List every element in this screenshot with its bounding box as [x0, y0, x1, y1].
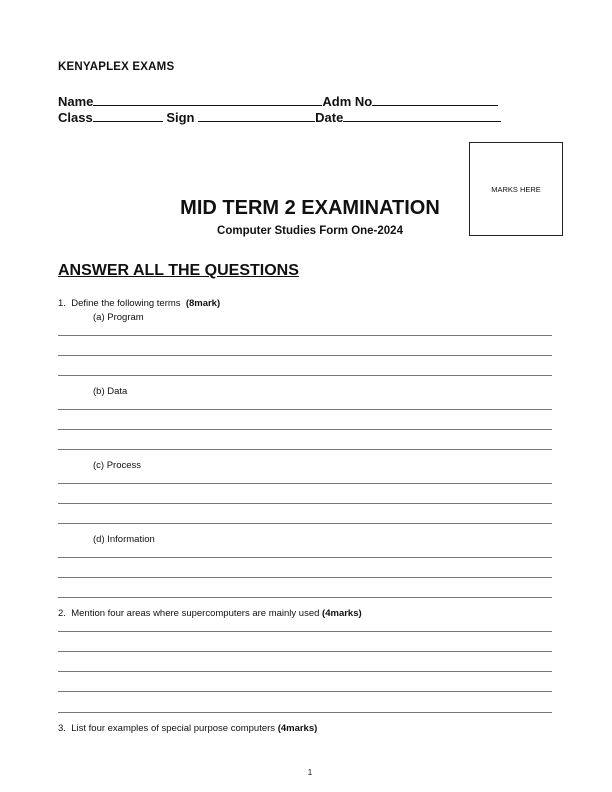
name-label: Name	[58, 94, 94, 109]
question-marks: (8mark)	[185, 298, 221, 309]
question-1c: (c) Process	[93, 460, 142, 471]
question-text: List four examples of special purpose computers	[71, 723, 276, 734]
answer-line[interactable]	[58, 429, 552, 430]
answer-line[interactable]	[58, 671, 552, 672]
question-number: 1.	[58, 298, 66, 309]
page-number: 1	[307, 768, 313, 777]
answer-line[interactable]	[58, 631, 552, 632]
student-info-row-2	[58, 110, 501, 125]
answer-line[interactable]	[58, 503, 552, 504]
question-3	[58, 723, 317, 734]
question-1b: (b) Data	[93, 386, 128, 397]
answer-line[interactable]	[58, 691, 552, 692]
question-1	[58, 298, 220, 309]
answer-line[interactable]	[58, 483, 552, 484]
sign-label: Sign	[166, 110, 195, 125]
question-1d: (d) Information	[93, 534, 155, 545]
answer-line[interactable]	[58, 449, 552, 450]
date-label: Date	[315, 110, 344, 125]
question-2	[58, 608, 362, 619]
answer-line[interactable]	[58, 409, 552, 410]
answer-line[interactable]	[58, 375, 552, 376]
sign-field[interactable]	[198, 111, 315, 122]
answer-line[interactable]	[58, 597, 552, 598]
answer-line[interactable]	[58, 355, 552, 356]
question-marks: (4marks)	[322, 608, 362, 619]
organization-name: KENYAPLEX EXAMS	[58, 61, 175, 73]
marks-box-label: MARKS HERE	[491, 184, 541, 194]
exam-title: MID TERM 2 EXAMINATION	[180, 197, 440, 219]
answer-line[interactable]	[58, 651, 552, 652]
question-1a: (a) Program	[93, 312, 144, 323]
class-field[interactable]	[93, 111, 163, 122]
answer-line[interactable]	[58, 523, 552, 524]
answer-line[interactable]	[58, 557, 552, 558]
question-marks: (4marks)	[277, 723, 318, 734]
class-label: Class	[58, 110, 93, 125]
question-number: 2.	[58, 608, 66, 619]
student-info-row-1	[58, 94, 498, 109]
question-text: Define the following terms	[71, 298, 181, 309]
name-field[interactable]	[93, 95, 322, 106]
marks-box[interactable]	[469, 142, 563, 236]
instruction-heading: ANSWER ALL THE QUESTIONS	[58, 262, 299, 279]
answer-line[interactable]	[58, 577, 552, 578]
adm-no-field[interactable]	[372, 95, 498, 106]
question-text: Mention four areas where supercomputers are mainly used	[71, 608, 320, 619]
question-number: 3.	[58, 723, 66, 734]
answer-line[interactable]	[58, 712, 552, 713]
answer-line[interactable]	[58, 335, 552, 336]
exam-subtitle: Computer Studies Form One-2024	[217, 225, 403, 237]
adm-no-label: Adm No	[322, 94, 373, 109]
date-field[interactable]	[343, 111, 501, 122]
